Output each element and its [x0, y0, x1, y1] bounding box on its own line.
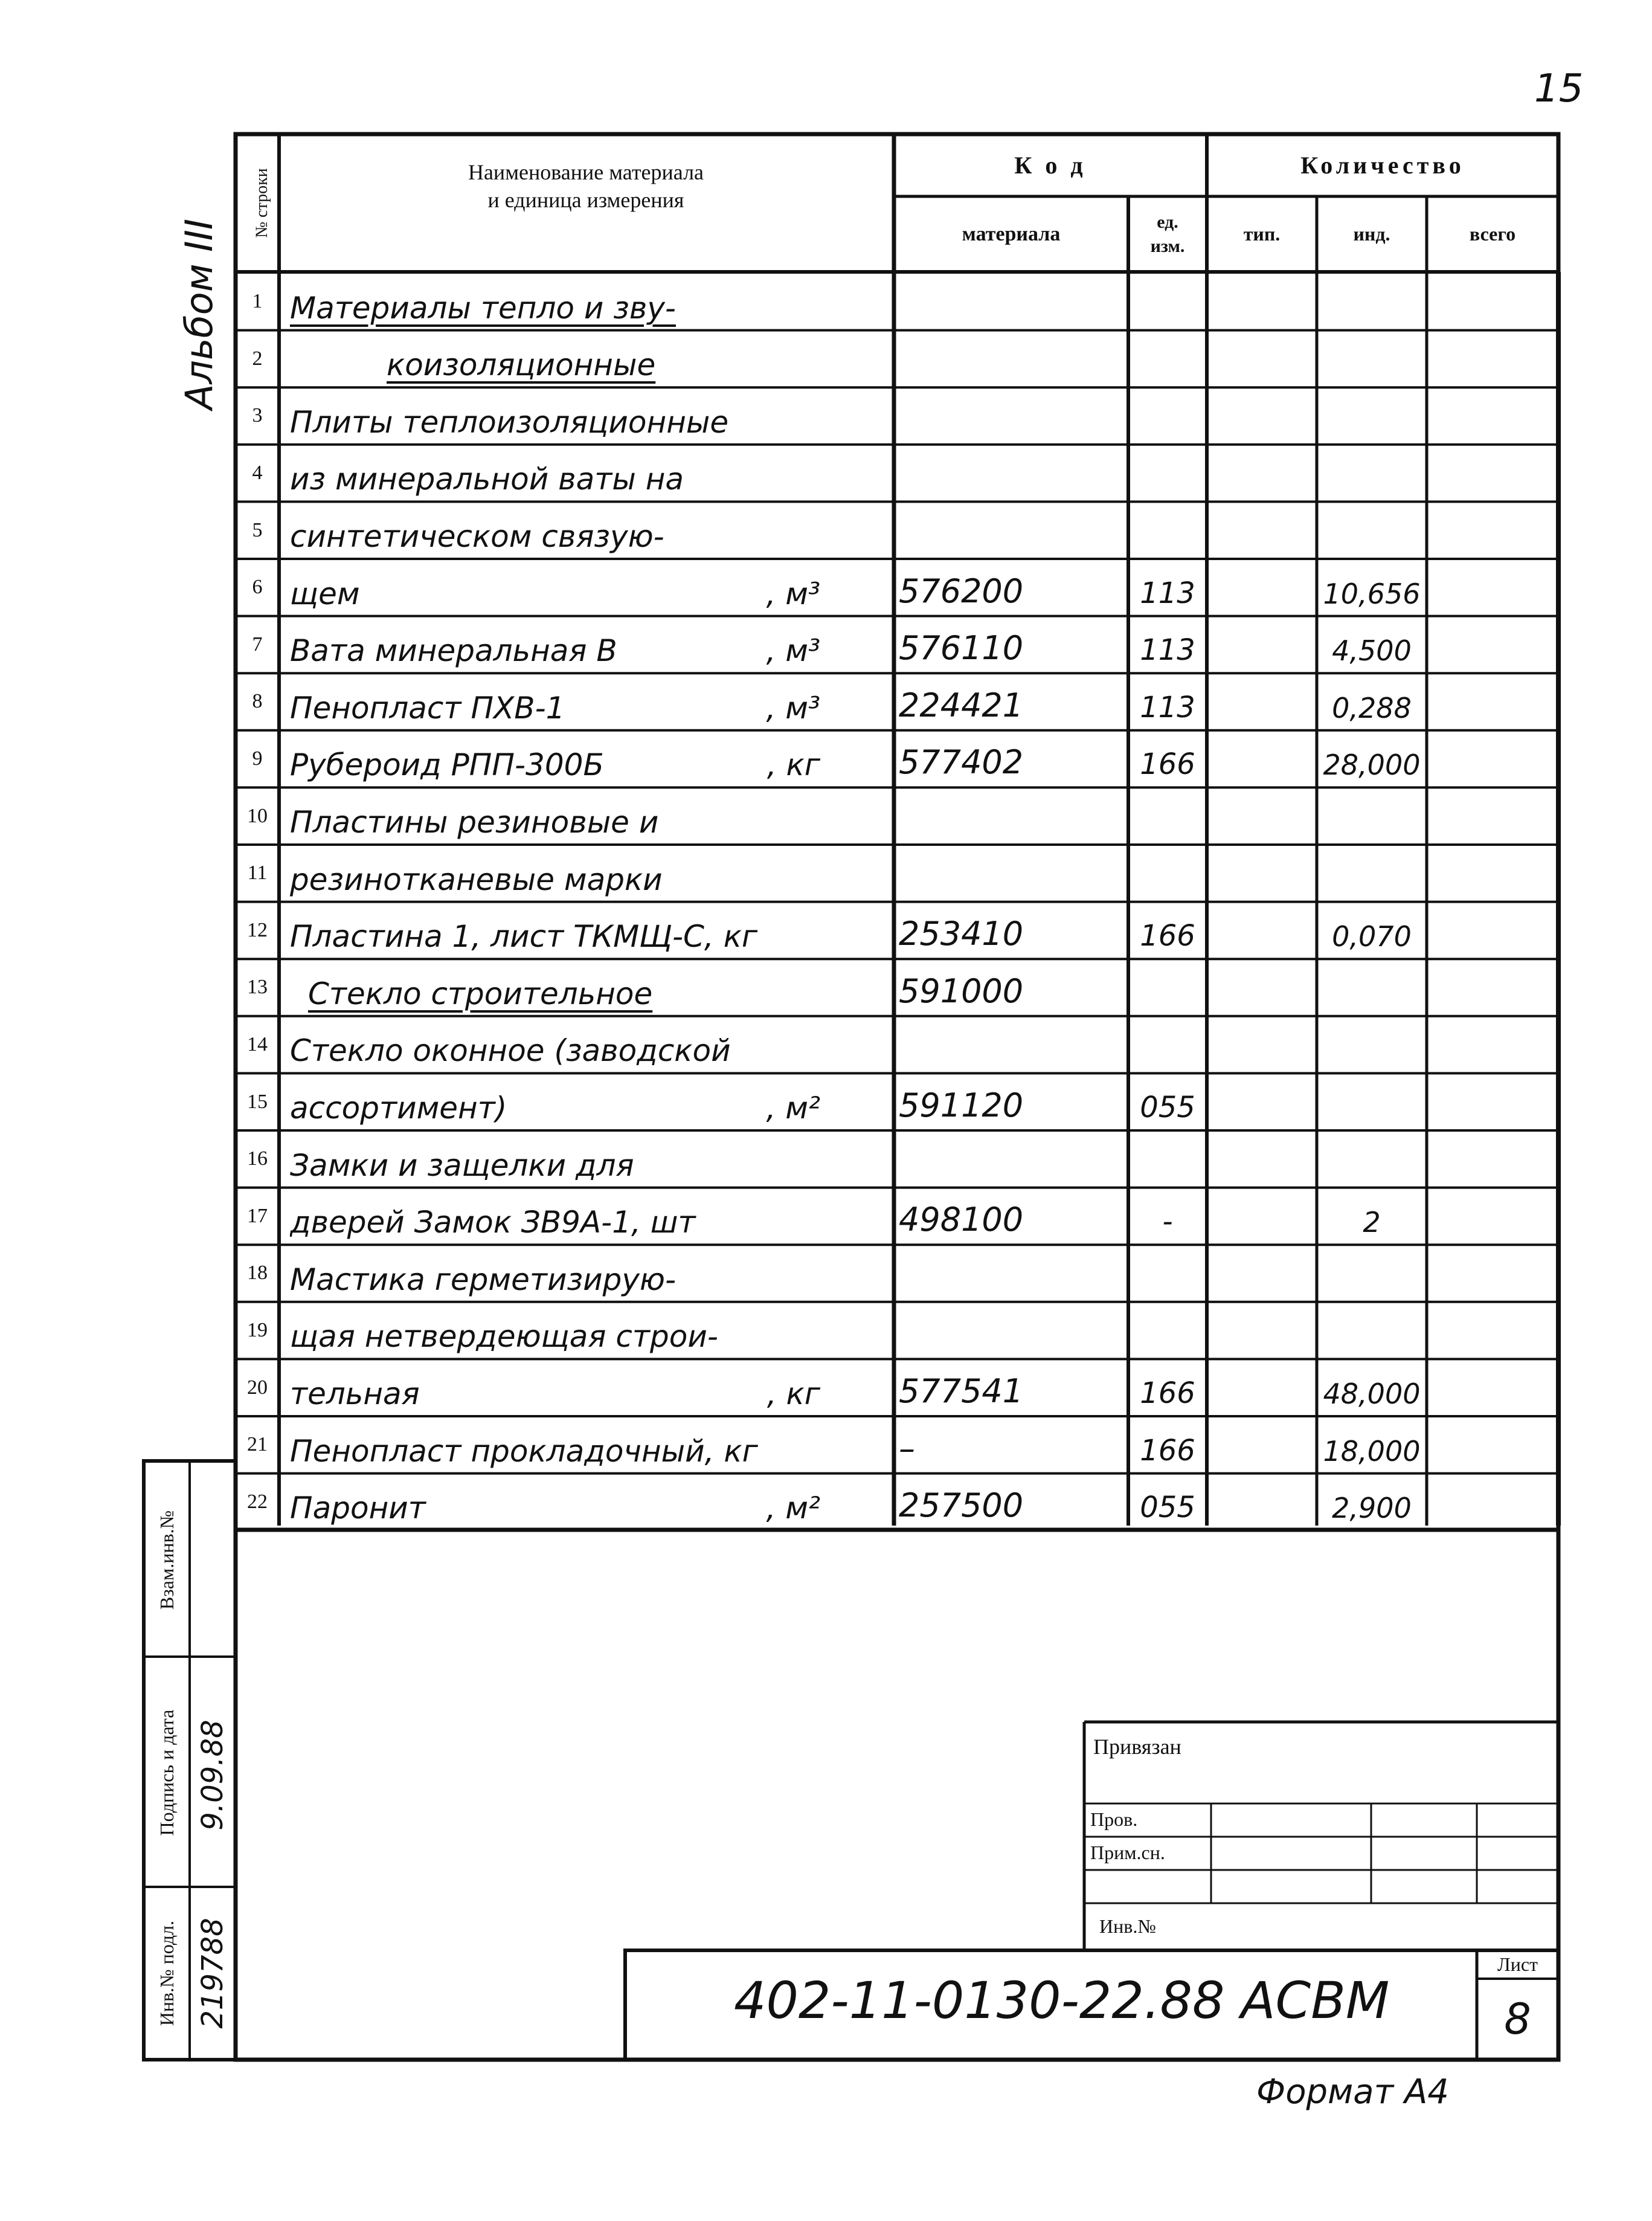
row-number: 3 — [252, 404, 263, 427]
table-row — [236, 1073, 1558, 1130]
table-row — [236, 902, 1558, 959]
material-name: Мастика герметизирую- — [290, 1262, 677, 1297]
code-unit-header: ед. изм. — [1150, 211, 1185, 256]
row-number: 19 — [247, 1319, 268, 1342]
table-row — [236, 387, 1558, 445]
material-name: Пенопласт ПХВ-1 — [290, 690, 565, 726]
material-code: 577541 — [899, 1372, 1024, 1410]
material-code — [899, 1130, 1128, 1188]
unit-code — [1128, 273, 1207, 330]
quantity-ind — [1317, 845, 1427, 902]
document-code: 402-11-0130-22.88 АСВМ — [734, 1971, 1390, 2030]
row-number: 16 — [247, 1147, 268, 1170]
material-name: щем — [290, 576, 360, 611]
sheet-label: Лист — [1497, 1953, 1538, 1975]
code-material-header: материала — [962, 222, 1061, 245]
quantity-ind — [1317, 1245, 1427, 1302]
material-code — [899, 387, 1128, 445]
material-name-header: Наименование материала и единица измерения — [468, 160, 704, 212]
material-name: щая нетвердеющая строи- — [290, 1319, 718, 1355]
unit-code: 113 — [1140, 690, 1195, 724]
material-name: Рубероид РПП-300Б — [290, 747, 604, 783]
material-name: Замки и защелки для — [290, 1147, 634, 1183]
table-row — [236, 1416, 1558, 1474]
unit-code — [1128, 445, 1207, 502]
material-name: Паронит — [290, 1491, 426, 1526]
material-code: 576200 — [899, 572, 1024, 610]
row-number: 22 — [247, 1490, 268, 1513]
quantity-ind — [1317, 787, 1427, 845]
material-name: резинотканевые марки — [290, 862, 663, 897]
unit-code — [1128, 501, 1207, 559]
unit-code — [1128, 959, 1207, 1016]
qty-ind-header: инд. — [1353, 223, 1390, 245]
unit-of-measure: , кг — [767, 747, 820, 783]
material-code: – — [899, 1429, 915, 1468]
row-number: 20 — [247, 1376, 268, 1399]
unit-code — [1128, 1130, 1207, 1188]
unit-code — [1128, 787, 1207, 845]
material-name: Стекло оконное (заводской — [290, 1033, 731, 1069]
table-row — [236, 330, 1558, 388]
quantity-ind: 48,000 — [1323, 1377, 1421, 1410]
table-row — [236, 787, 1558, 845]
row-number-header: № строки — [252, 168, 271, 238]
table-row — [236, 673, 1558, 730]
row-number: 11 — [247, 862, 268, 885]
quantity-ind: 0,070 — [1332, 920, 1412, 953]
row-number: 9 — [252, 747, 263, 770]
table-row — [236, 959, 1558, 1016]
quantity-group-header: Количество — [1300, 152, 1465, 179]
quantity-ind: 2 — [1363, 1206, 1381, 1239]
material-name: из минеральной ваты на — [290, 462, 684, 497]
quantity-ind: 0,288 — [1332, 691, 1412, 724]
unit-code: - — [1162, 1205, 1173, 1239]
material-code: 576110 — [899, 629, 1024, 668]
unit-of-measure: , м² — [766, 1491, 820, 1526]
material-name: Пенопласт прокладочный, кг — [290, 1433, 758, 1469]
material-code: 498100 — [899, 1201, 1024, 1239]
material-code — [899, 787, 1128, 845]
unit-of-measure: , м² — [766, 1090, 820, 1126]
material-name: дверей Замок ЗВ9А-1, шт — [290, 1205, 696, 1240]
row-number: 6 — [252, 576, 263, 599]
table-row — [236, 1302, 1558, 1359]
material-code — [899, 845, 1128, 902]
material-code: 577402 — [899, 743, 1024, 782]
material-code — [899, 1302, 1128, 1359]
row-number: 21 — [247, 1433, 268, 1456]
material-name: Плиты теплоизоляционные — [290, 404, 729, 440]
unit-code — [1128, 387, 1207, 445]
material-code — [899, 501, 1128, 559]
quantity-ind — [1317, 330, 1427, 388]
material-name: тельная — [290, 1376, 420, 1411]
unit-code: 113 — [1140, 633, 1195, 668]
quantity-ind — [1317, 1073, 1427, 1130]
row-number: 12 — [247, 918, 268, 941]
quantity-ind — [1317, 959, 1427, 1016]
page-number: 15 — [1534, 66, 1584, 111]
table-row — [236, 1359, 1558, 1416]
quantity-ind — [1317, 273, 1427, 330]
unit-code — [1128, 1016, 1207, 1074]
sheet-number: 8 — [1504, 1994, 1531, 2044]
row-number: 5 — [252, 518, 263, 541]
unit-of-measure: , м³ — [766, 576, 820, 611]
unit-code: 055 — [1140, 1491, 1195, 1525]
table-row — [236, 1245, 1558, 1302]
table-row — [236, 616, 1558, 674]
material-name: коизоляционные — [387, 347, 656, 383]
material-name: Вата минеральная В — [290, 633, 617, 669]
material-code: 591000 — [899, 972, 1024, 1010]
quantity-ind — [1317, 501, 1427, 559]
table-row — [236, 730, 1558, 788]
row-number: 8 — [252, 690, 263, 713]
material-code — [899, 273, 1128, 330]
unit-code: 113 — [1140, 576, 1195, 610]
material-code — [899, 1245, 1128, 1302]
row-number: 13 — [247, 976, 268, 999]
quantity-ind — [1317, 1302, 1427, 1359]
unit-code — [1128, 1245, 1207, 1302]
quantity-ind — [1317, 1016, 1427, 1074]
material-code — [899, 445, 1128, 502]
quantity-ind: 28,000 — [1323, 749, 1421, 782]
row-number: 7 — [252, 633, 263, 656]
row-number: 15 — [247, 1090, 268, 1113]
qty-typ-header: тип. — [1243, 223, 1281, 245]
stamp-vzam-label: Взам.инв.№ — [156, 1510, 178, 1610]
table-row — [236, 1130, 1558, 1188]
material-name: Пластина 1, лист ТКМЩ-С, кг — [290, 919, 758, 955]
table-row — [236, 501, 1558, 559]
unit-code — [1128, 845, 1207, 902]
unit-code: 055 — [1140, 1090, 1195, 1124]
table-row — [236, 1474, 1558, 1531]
material-name: Пластины резиновые и — [290, 804, 659, 840]
material-name: синтетическом связую- — [290, 518, 664, 554]
album-label: Альбом III — [177, 218, 221, 410]
material-name: ассортимент) — [290, 1090, 507, 1126]
format-label: Формат А4 — [1256, 2072, 1449, 2112]
quantity-ind: 18,000 — [1323, 1434, 1421, 1468]
quantity-ind: 4,500 — [1332, 634, 1412, 668]
quantity-ind — [1317, 445, 1427, 502]
unit-code: 166 — [1140, 1433, 1195, 1468]
quantity-ind: 2,900 — [1332, 1492, 1412, 1525]
table-row — [236, 273, 1558, 330]
row-number: 4 — [252, 462, 263, 485]
unit-of-measure: , кг — [767, 1376, 820, 1411]
unit-code — [1128, 330, 1207, 388]
quantity-ind — [1317, 1130, 1427, 1188]
table-row — [236, 1016, 1558, 1074]
stamp-podpis-label: Подпись и дата — [156, 1709, 178, 1836]
quantity-ind — [1317, 387, 1427, 445]
material-code: 257500 — [899, 1486, 1024, 1525]
table-row — [236, 445, 1558, 502]
table-row — [236, 1188, 1558, 1245]
privyazan-label: Привязан — [1093, 1735, 1181, 1759]
code-group-header: К о д — [1014, 152, 1087, 179]
row-number: 17 — [247, 1204, 268, 1227]
stamp-inv-label: Инв.№ подл. — [156, 1920, 178, 2026]
row-number: 14 — [247, 1033, 268, 1056]
row-number: 10 — [247, 804, 268, 827]
quantity-ind: 10,656 — [1323, 577, 1421, 610]
material-code — [899, 1016, 1128, 1074]
inv-no-label: Инв.№ — [1099, 1915, 1156, 1937]
row-number: 2 — [252, 347, 263, 370]
unit-of-measure: , м³ — [766, 690, 820, 726]
material-code: 591120 — [899, 1086, 1024, 1124]
stamp-podpis-value: 9.09.88 — [196, 1720, 230, 1831]
row-number: 1 — [252, 290, 263, 313]
unit-of-measure: , м³ — [766, 633, 820, 669]
prim-sn-label: Прим.сн. — [1090, 1842, 1165, 1863]
material-name: Стекло строительное — [308, 976, 653, 1011]
unit-code — [1128, 1302, 1207, 1359]
unit-code: 166 — [1140, 1376, 1195, 1410]
table-row — [236, 845, 1558, 902]
table-row — [236, 559, 1558, 616]
material-code: 224421 — [899, 686, 1024, 724]
material-code: 253410 — [899, 915, 1024, 953]
qty-total-header: всего — [1469, 223, 1516, 245]
row-number: 18 — [247, 1262, 268, 1285]
unit-code: 166 — [1140, 919, 1195, 953]
prov-label: Пров. — [1090, 1808, 1138, 1830]
material-code — [899, 330, 1128, 388]
material-name: Материалы тепло и зву- — [290, 290, 676, 326]
unit-code: 166 — [1140, 747, 1195, 782]
stamp-inv-value: 219788 — [196, 1918, 230, 2029]
